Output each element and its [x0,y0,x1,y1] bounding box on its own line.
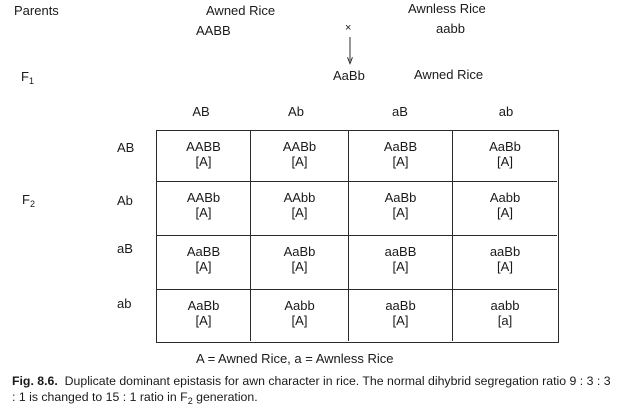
punnett-cell [251,131,349,182]
cell-genotype: aaBb [385,298,416,313]
cell-phenotype: [A] [195,313,212,328]
awned-parent-genotype: AABB [196,23,231,38]
cell-genotype: AABb [282,139,317,154]
cell-genotype: AAbb [283,190,316,205]
cell-genotype: Aabb [284,298,315,313]
cell-genotype: AABb [186,190,221,205]
punnett-cell [251,290,349,341]
punnett-cell [157,290,251,341]
parents-label: Parents [14,3,59,18]
row-header-aB: aB [117,241,133,256]
cell-genotype: AaBb [283,244,316,259]
punnett-cell [349,290,453,341]
cross-symbol: × [345,22,352,34]
f1-phenotype: Awned Rice [414,67,484,82]
cell-phenotype: [a] [497,313,513,328]
punnett-cell [349,182,453,236]
punnett-cell [251,236,349,290]
punnett-cell [157,236,251,290]
caption-text: Duplicate dominant epistasis for awn character in rice. The normal dihybrid segregation ratio 9 : 3 : 3 : 1 is changed to 15 : 1 ratio in F [12,374,611,404]
col-header-aB: aB [392,104,408,119]
cell-phenotype: [A] [291,154,308,169]
row-header-AB: AB [117,140,135,155]
f2-label: $F_2$ [22,192,35,209]
cell-genotype: Aabb [489,190,521,205]
f1-label: $F_1$ [21,69,34,86]
cell-phenotype: [A] [392,205,409,220]
cell-genotype: AaBB [186,244,221,259]
cell-phenotype: [A] [392,313,409,328]
punnett-cell [349,131,453,182]
cell-phenotype: [A] [497,154,513,169]
col-header-Ab: Ab [288,104,304,119]
cell-phenotype: [A] [195,259,212,274]
cell-phenotype: [A] [195,154,212,169]
punnett-cell [453,290,557,341]
cell-genotype: AABB [186,139,221,154]
punnett-cell [453,182,557,236]
cell-genotype: aabb [490,298,520,313]
down-arrow-icon [345,37,355,65]
awnless-parent-name: Awnless Rice [408,1,486,16]
row-header-Ab: Ab [117,193,133,208]
punnett-cell [349,236,453,290]
cell-phenotype: [A] [291,313,308,328]
cell-genotype: AaBb [489,139,521,154]
punnett-cell [251,182,349,236]
punnett-cell [453,236,557,290]
cell-phenotype: [A] [497,205,513,220]
col-header-ab: ab [498,104,514,119]
cell-phenotype: [A] [392,154,409,169]
awnless-parent-genotype: aabb [436,21,465,36]
cell-genotype: AaBb [187,298,220,313]
figure-caption: Fig. 8.6. Duplicate dominant epistasis for awn character in rice. The normal dihybrid segregation ratio 9 : 3 : 3 : 1 is changed to 15 : 1 ratio in $F_2$ generation. [12,374,611,406]
awned-parent-name: Awned Rice [206,3,276,18]
figure-number: Fig. 8.6. [12,374,58,388]
row-header-ab: ab [117,296,132,311]
f1-genotype: AaBb [333,68,365,83]
cell-genotype: aaBB [384,244,417,259]
cell-phenotype: [A] [195,205,212,220]
cell-genotype: AaBB [383,139,418,154]
cell-genotype: aaBb [489,244,521,259]
punnett-cell [157,131,251,182]
punnett-cell [157,182,251,236]
cell-phenotype: [A] [497,259,513,274]
punnett-square [156,130,559,343]
punnett-cell [453,131,557,182]
cell-phenotype: [A] [291,259,308,274]
col-header-AB: AB [192,104,210,119]
cell-phenotype: [A] [392,259,409,274]
cell-phenotype: [A] [291,205,308,220]
allele-legend: A = Awned Rice, a = Awnless Rice [196,351,394,366]
cell-genotype: AaBb [384,190,417,205]
